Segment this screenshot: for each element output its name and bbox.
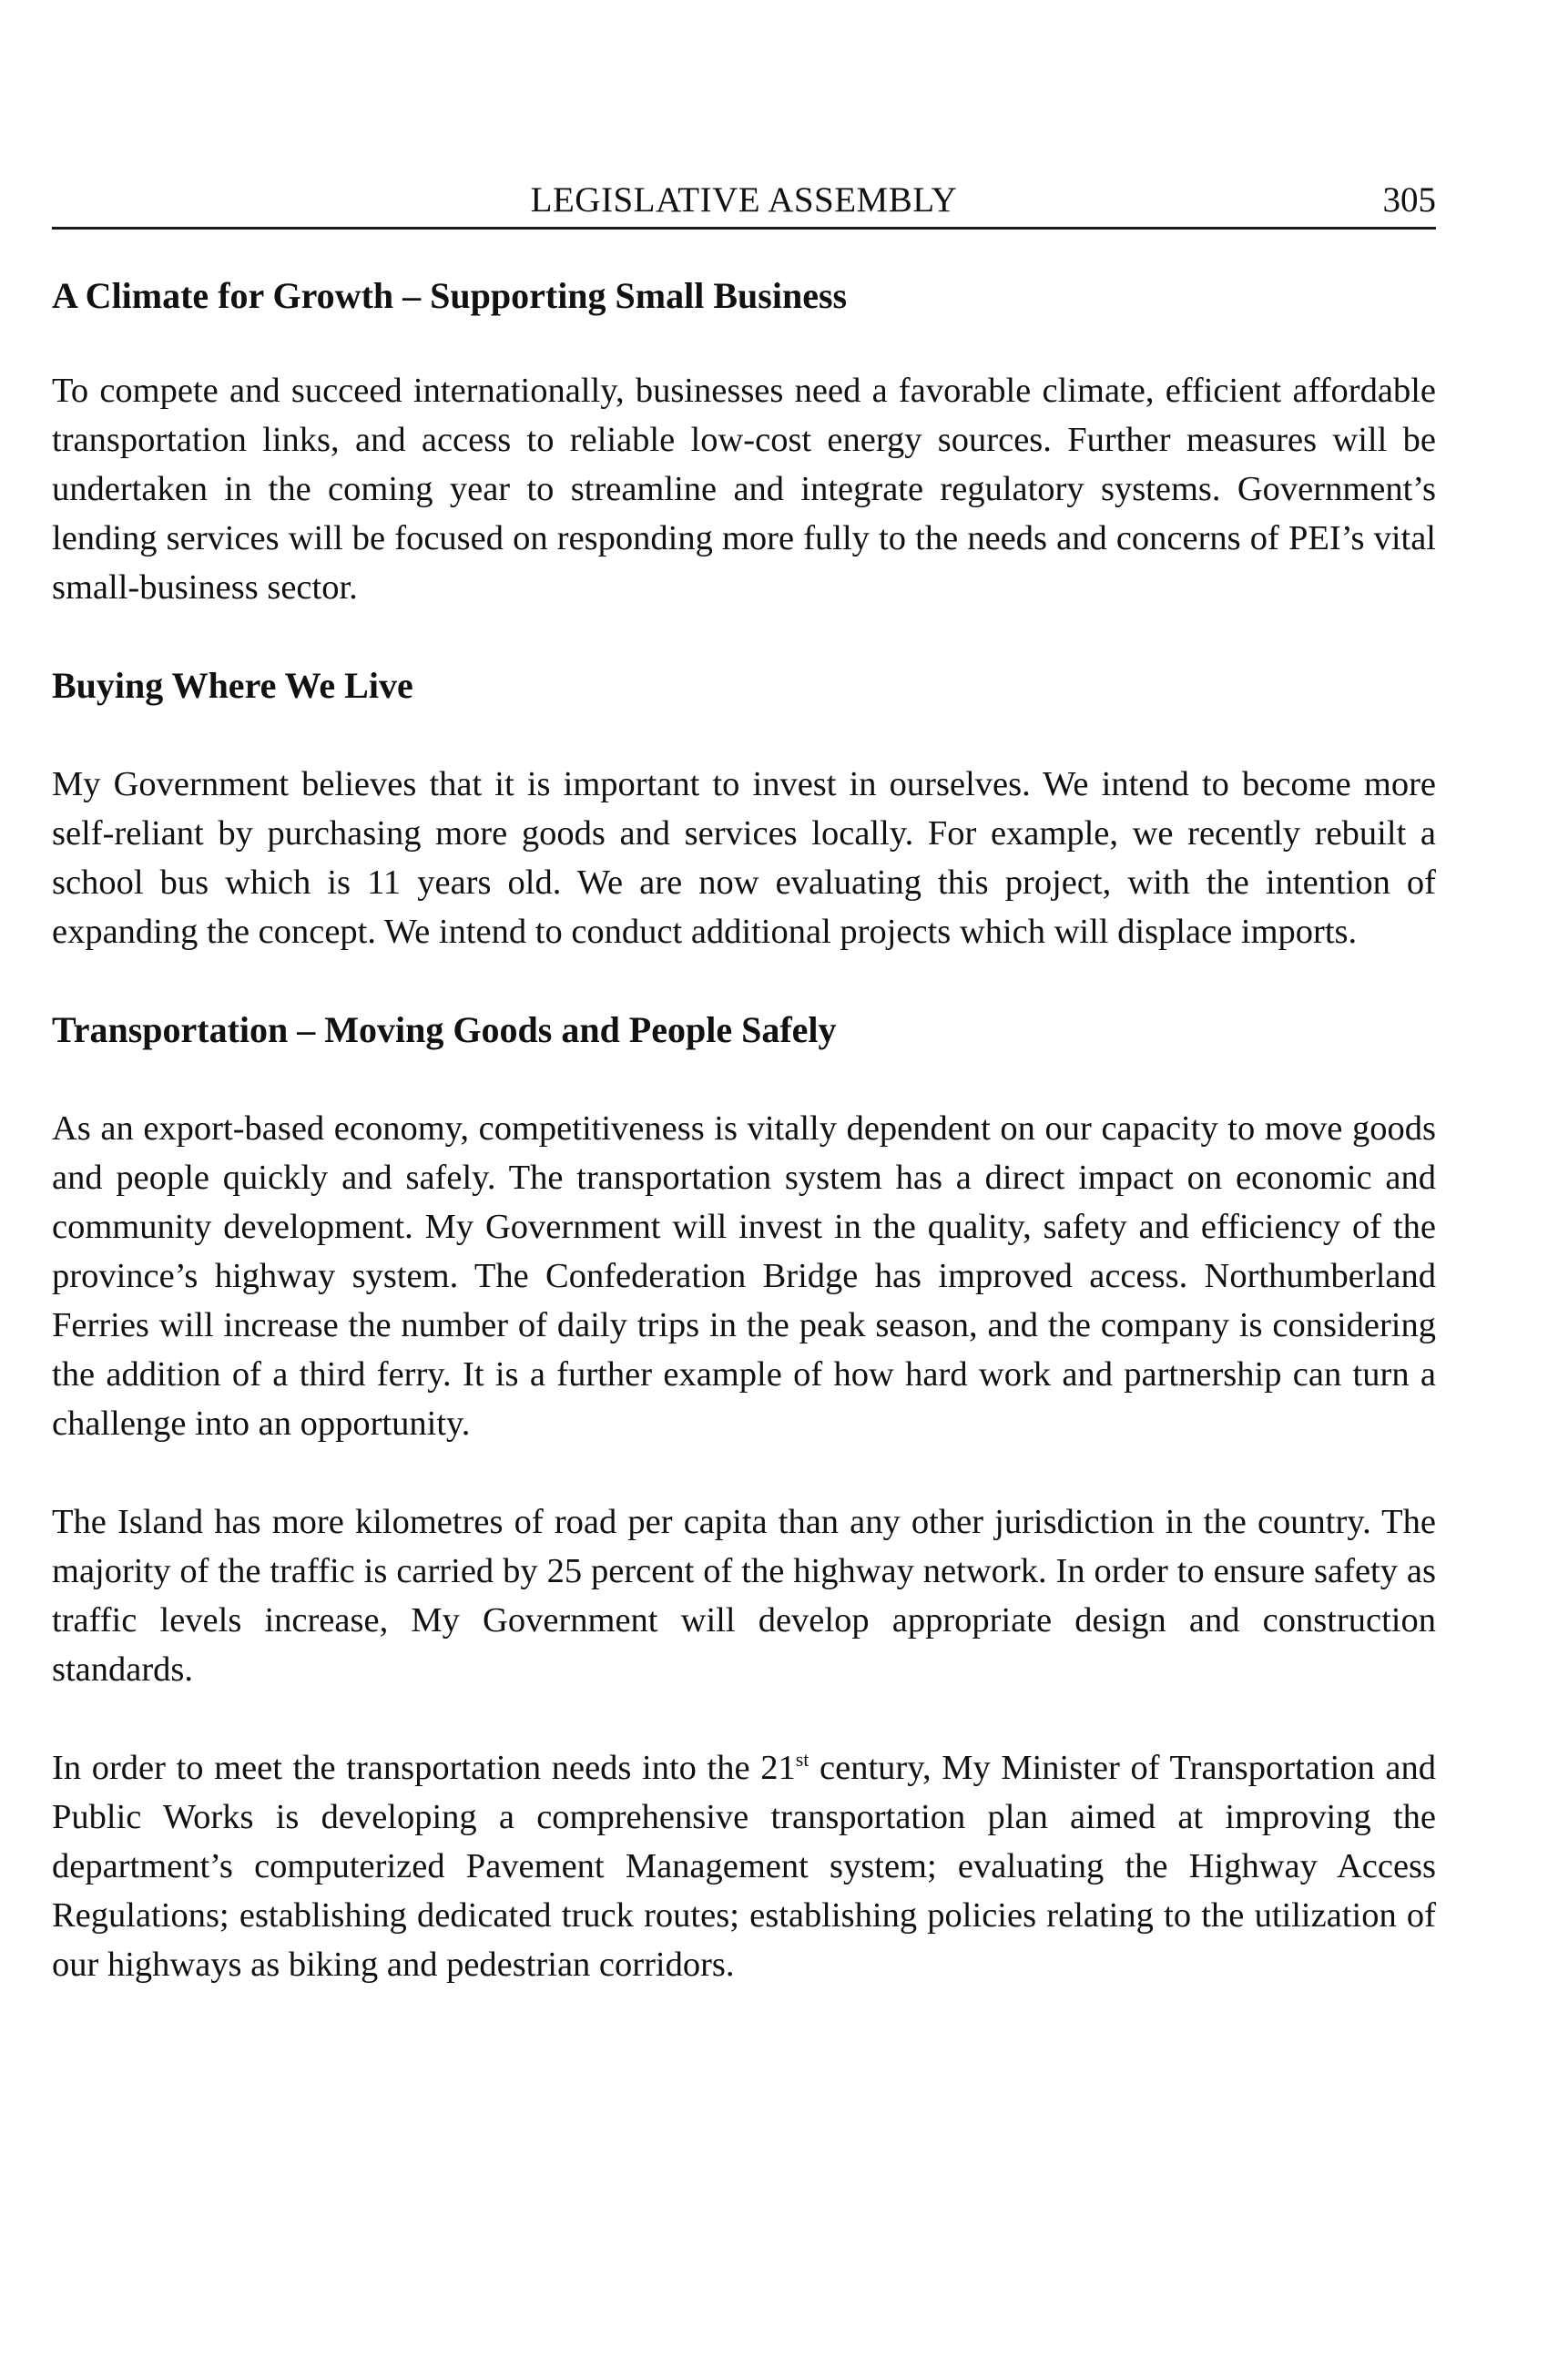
paragraph-text-start: In order to meet the transportation needs into the 21 xyxy=(52,1749,796,1787)
paragraph-export-economy: As an export-based economy, competitiveness is vitally dependent on our capacity to move goods and people quickly and safely. The transportation system has a direct impact on economic and community development. My Government will invest in the quality, safety and efficiency of the province’s highway system. The Confederation Bridge has improved access. Northumberland Ferries will increase the number of daily trips in the peak season, and the company is considering the addition of a third ferry. It is a further example of how hard work and partnership can turn a challenge into an opportunity. xyxy=(52,1109,1436,1443)
section-heading-transportation: Transportation – Moving Goods and People Safely xyxy=(52,1009,837,1050)
paragraph-transportation-plan xyxy=(52,1743,1436,1989)
ordinal-superscript: st xyxy=(795,1748,809,1772)
paragraph-road-network: The Island has more kilometres of road per capita than any other jurisdiction in the country. The majority of the traffic is carried by 25 percent of the highway network. In order to ensure safety as traffic levels increase, My Government will develop appropriate design and construction standards. xyxy=(52,1503,1436,1689)
section-heading-climate-for-growth: A Climate for Growth – Supporting Small Business xyxy=(52,275,848,316)
document-page xyxy=(52,178,1436,1989)
paragraph-text-end: century, My Minister of Transportation and Public Works is developing a comprehensive transportation plan aimed at improving the department’s computerized Pavement Management system; evaluating the Highway Access Regulations; establishing dedicated truck routes; establishing policies relating to the utilization of our highways as biking and pedestrian corridors. xyxy=(52,1749,1436,1984)
paragraph-buying-local: My Government believes that it is important to invest in ourselves. We intend to become more self-reliant by purchasing more goods and services locally. For example, we recently rebuilt a school bus which is 11 years old. We are now evaluating this project, with the intention of expanding the concept. We intend to conduct additional projects which will displace imports. xyxy=(52,765,1436,951)
page-number: 305 xyxy=(1382,180,1436,220)
section-heading-buying-where-we-live: Buying Where We Live xyxy=(52,665,413,706)
running-header-title: LEGISLATIVE ASSEMBLY xyxy=(530,180,958,220)
running-header xyxy=(52,178,1436,230)
paragraph-small-business: To compete and succeed internationally, businesses need a favorable climate, efficient affordable transportation links, and access to reliable low-cost energy sources. Further measures will be undertaken in the coming year to streamline and integrate regulatory systems. Government’s lending services will be focused on responding more fully to the needs and concerns of PEI’s vital small-business sector. xyxy=(52,372,1436,607)
